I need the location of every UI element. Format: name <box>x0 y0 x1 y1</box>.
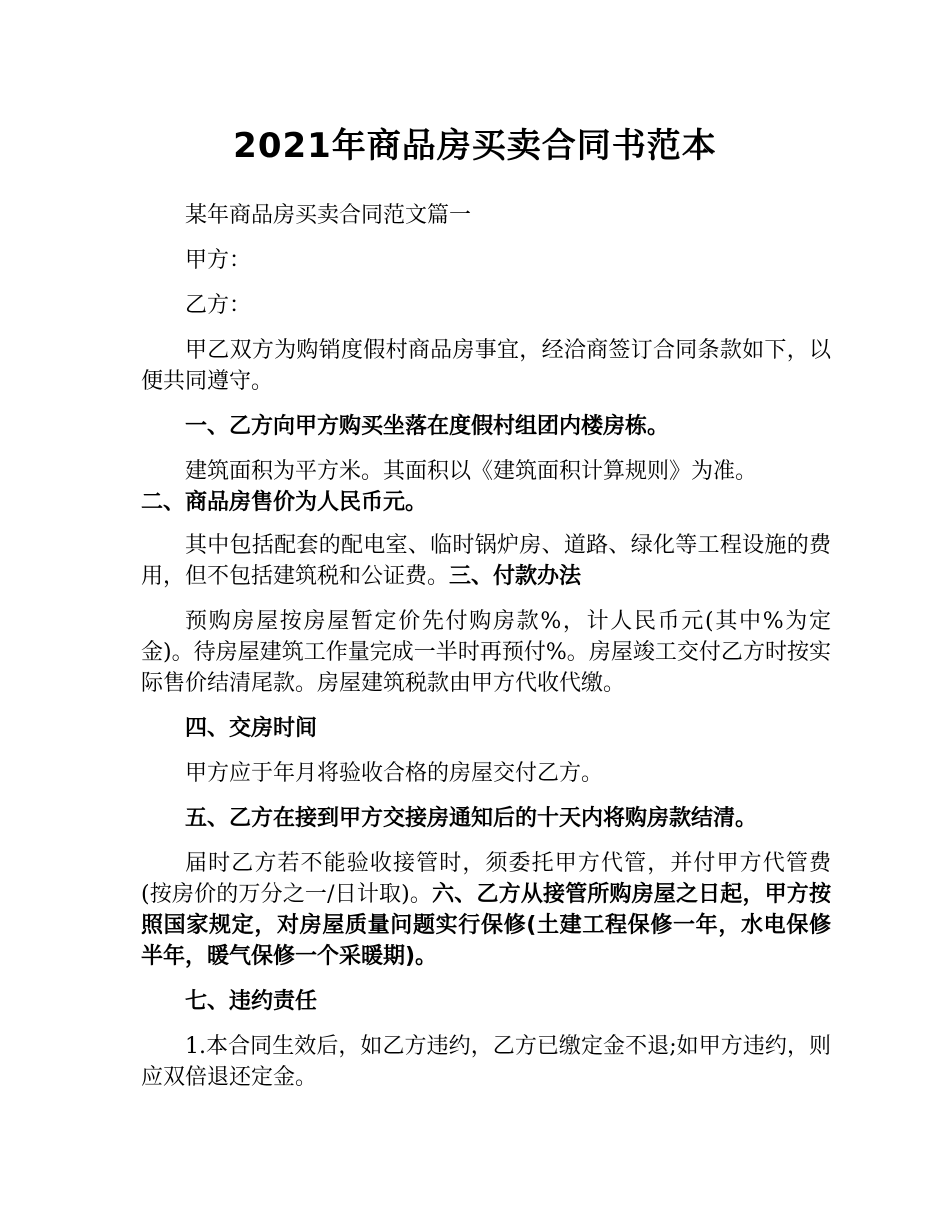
section-heading-3: 三、付款办法 <box>449 564 582 589</box>
document-title: 2021年商品房买卖合同书范本 <box>233 126 717 166</box>
section-heading-5: 五、乙方在接到甲方交接房通知后的十天内将购房款结清。 <box>185 806 758 831</box>
section-heading-2: 二、商品房售价为人民币元。 <box>141 490 428 515</box>
section-heading-7: 七、违约责任 <box>185 989 318 1014</box>
paragraph-agreement: 甲乙双方为购销度假村商品房事宜，经洽商签订合同条款如下，以便共同遵守。 <box>141 338 831 394</box>
paragraph-area <box>141 456 831 518</box>
paragraph-liability: 1.本合同生效后，如乙方违约，乙方已缴定金不退;如甲方违约，则应双倍退还定金。 <box>141 1034 831 1090</box>
custody-text: 届时乙方若不能验收接管时，须委托甲方代管，并付甲方代管费(按房价的万分之一/日计取)。 <box>141 851 831 907</box>
paragraph-payment: 预购房屋按房屋暂定价先付购房款%，计人民币元(其中%为定金)。待房屋建筑工作量完成一半时再预付%。房屋竣工交付乙方时按实际售价结清尾款。房屋建筑税款由甲方代收代缴。 <box>141 609 831 696</box>
facilities-text: 其中包括配套的配电室、临时锅炉房、道路、绿化等工程设施的费用，但不包括建筑税和公证费。 <box>141 533 831 589</box>
paragraph-custody <box>141 848 831 972</box>
paragraph-facilities <box>141 530 831 592</box>
section-heading-6: 六、乙方从接管所购房屋之日起，甲方按照国家规定，对房屋质量问题实行保修(土建工程保修一年，水电保修半年，暖气保修一个采暖期)。 <box>141 882 831 969</box>
paragraph-delivery: 甲方应于年月将验收合格的房屋交付乙方。 <box>185 761 604 786</box>
area-text: 建筑面积为平方米。其面积以《建筑面积计算规则》为准。 <box>185 459 758 484</box>
document-body <box>141 200 831 1107</box>
party-a-line: 甲方： <box>185 248 252 273</box>
section-heading-4: 四、交房时间 <box>185 716 318 741</box>
paragraph-intro: 某年商品房买卖合同范文篇一 <box>185 203 472 228</box>
party-b-line: 乙方： <box>185 293 252 318</box>
section-heading-1: 一、乙方向甲方购买坐落在度假村组团内楼房栋。 <box>185 414 670 439</box>
